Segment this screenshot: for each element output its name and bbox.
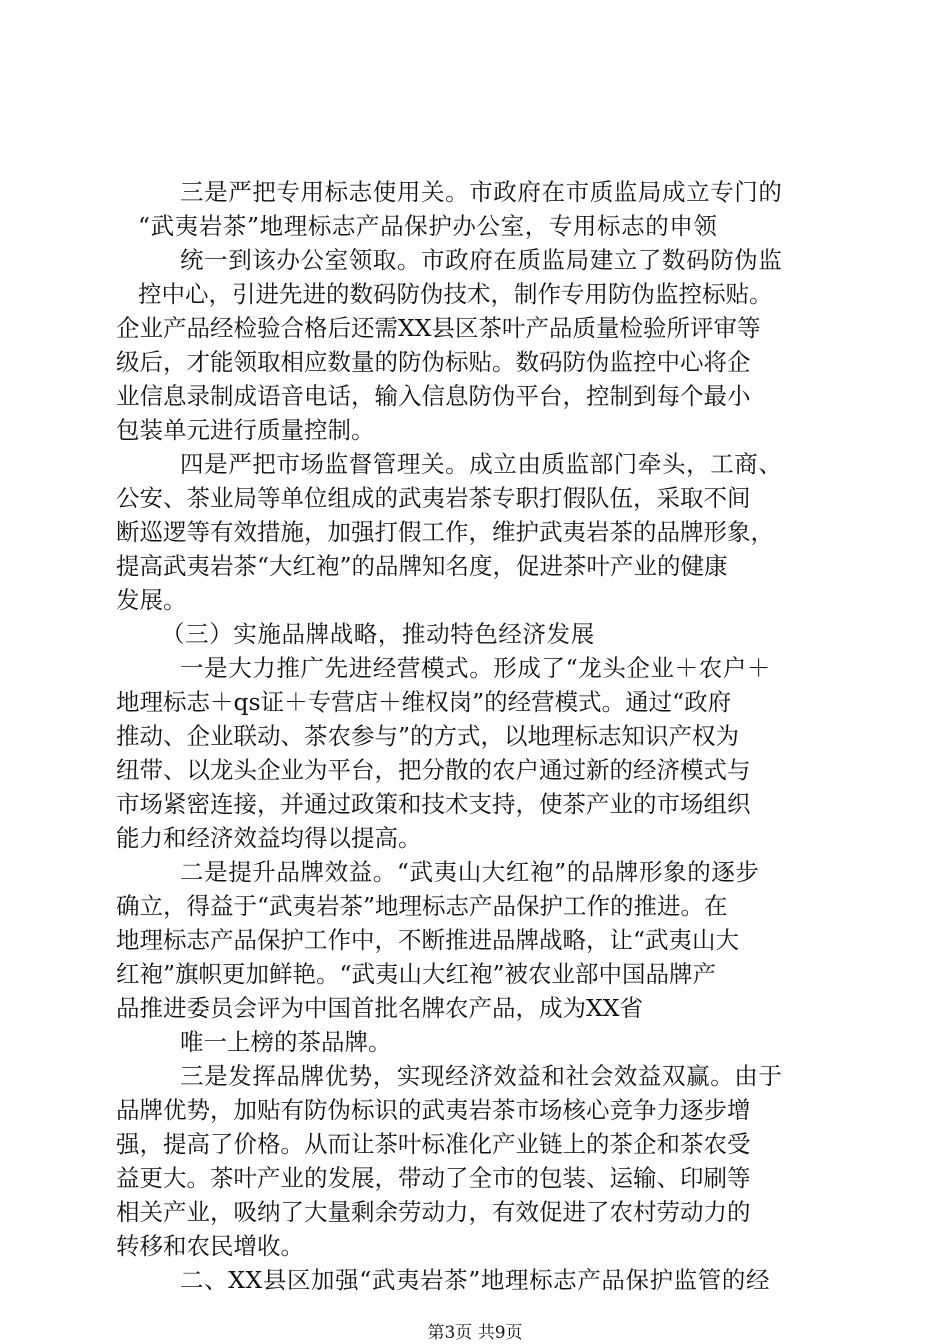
text-line-20: 能力和经济效益均得以提高。	[116, 824, 422, 852]
text-line-26: 唯一上榜的茶品牌。	[180, 1028, 392, 1056]
text-line-28: 品牌优势，加贴有防伪标识的武夷岩茶市场核心竞争力逐步增	[116, 1096, 751, 1124]
text-line-4: 控中心，引进先进的数码防伪技术，制作专用防伪监控标贴。	[138, 280, 773, 308]
text-line-16: 地理标志＋qs证＋专营店＋维权岗”的经营模式。通过“政府	[116, 688, 732, 716]
text-line-27: 三是发挥品牌优势，实现经济效益和社会效益双赢。由于	[180, 1062, 783, 1090]
text-line-15: 一是大力推广先进经营模式。形成了“龙头企业＋农户＋	[180, 654, 772, 682]
text-line-1: 三是严把专用标志使用关。市政府在市质监局成立专门的	[180, 178, 783, 206]
text-line-32: 转移和农民增收。	[116, 1232, 304, 1260]
text-line-5: 企业产品经检验合格后还需XX县区茶叶产品质量检验所评审等	[116, 314, 761, 342]
text-line-7: 业信息录制成语音电话，输入信息防伪平台，控制到每个最小	[116, 382, 751, 410]
text-line-17: 推动、企业联动、茶农参与”的方式，以地理标志知识产权为	[116, 722, 740, 750]
text-line-24: 红袍”旗帜更加鲜艳。“武夷山大红袍”被农业部中国品牌产	[116, 960, 717, 988]
text-line-9: 四是严把市场监督管理关。成立由质监部门牵头，工商、	[180, 450, 783, 478]
text-line-25: 品推进委员会评为中国首批名牌农产品，成为XX省	[116, 994, 643, 1022]
text-line-12: 提高武夷岩茶“大红袍”的品牌知名度，促进茶叶产业的健康	[116, 552, 728, 580]
text-line-10: 公安、茶业局等单位组成的武夷岩茶专职打假队伍，采取不间	[116, 484, 751, 512]
text-line-8: 包装单元进行质量控制。	[116, 416, 375, 444]
text-line-33: 二、XX县区加强“武夷岩茶”地理标志产品保护监管的经	[180, 1266, 771, 1294]
text-line-6: 级后，才能领取相应数量的防伪标贴。数码防伪监控中心将企	[116, 348, 751, 376]
text-line-23: 地理标志产品保护工作中，不断推进品牌战略，让“武夷山大	[116, 926, 740, 954]
page-number: 第3页 共9页	[427, 1323, 523, 1343]
text-line-11: 断巡逻等有效措施，加强打假工作，维护武夷岩茶的品牌形象，	[116, 518, 774, 546]
text-line-21: 二是提升品牌效益。“武夷山大红袍”的品牌形象的逐步	[180, 858, 760, 886]
text-line-22: 确立，得益于“武夷岩茶”地理标志产品保护工作的推进。在	[116, 892, 728, 920]
text-line-3: 统一到该办公室领取。市政府在质监局建立了数码防伪监	[180, 246, 783, 274]
text-line-18: 纽带、以龙头企业为平台，把分散的农户通过新的经济模式与	[116, 756, 751, 784]
text-line-29: 强，提高了价格。从而让茶叶标准化产业链上的茶企和茶农受	[116, 1130, 751, 1158]
text-line-19: 市场紧密连接，并通过政策和技术支持，使茶产业的市场组织	[116, 790, 751, 818]
text-line-30: 益更大。茶叶产业的发展，带动了全市的包装、运输、印刷等	[116, 1164, 751, 1192]
text-line-13: 发展。	[116, 586, 187, 614]
text-line-2: “武夷岩茶”地理标志产品保护办公室，专用标志的申领	[138, 212, 718, 240]
text-line-31: 相关产业，吸纳了大量剩余劳动力，有效促进了农村劳动力的	[116, 1198, 751, 1226]
section-heading: （三）实施品牌战略，推动特色经济发展	[161, 620, 595, 648]
